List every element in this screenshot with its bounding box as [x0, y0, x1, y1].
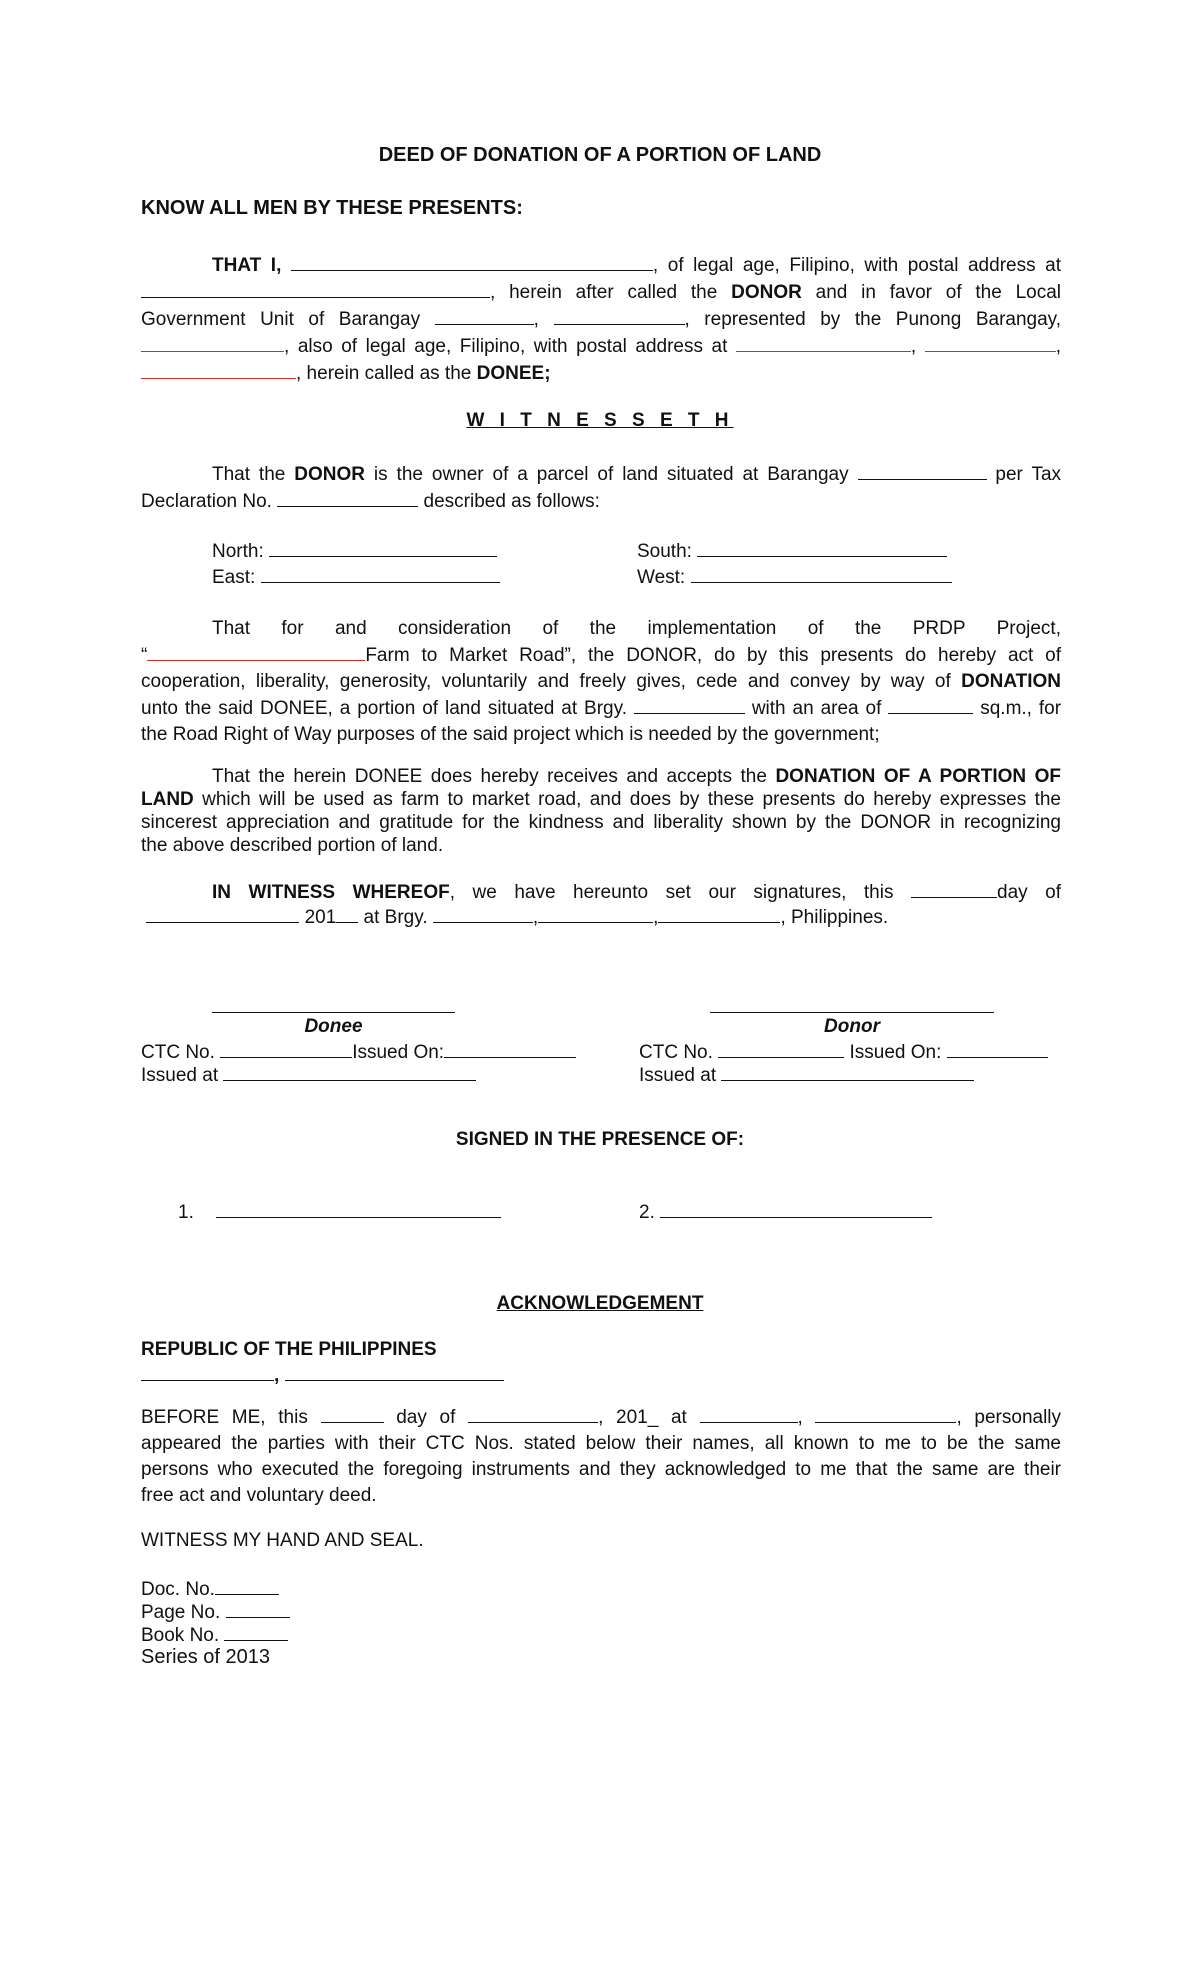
- doc-no-row: Doc. No.: [141, 1576, 279, 1602]
- page-no-blank[interactable]: [226, 1599, 290, 1618]
- consideration-paragraph: That for and consideration of the implementation of the PRDP Project, “ Farm to Market Road”, the DONOR, do by this presents do hereby act of cooperation, liberality, generosity, voluntarily and freely gives, cede and convey by way of DONATION unto the said DONEE, a portion of land situated at Brgy. with an area of sq.m., for the Road Right of Way purposes of the said project which is needed by the government;: [141, 618, 1062, 745]
- ack-place-blank-1[interactable]: [700, 1404, 798, 1423]
- signing-month-blank[interactable]: [146, 904, 299, 923]
- donor-ctc-blank[interactable]: [718, 1039, 844, 1058]
- boundary-north: North:: [212, 538, 497, 564]
- ack-day-blank[interactable]: [321, 1404, 384, 1423]
- area-blank[interactable]: [888, 695, 973, 714]
- witness-2-row: 2.: [639, 1199, 932, 1225]
- donor-address-blank[interactable]: [141, 279, 490, 298]
- acknowledgement-paragraph: BEFORE ME, this day of , 201_ at , , personally appeared the parties with their CTC Nos. stated below their names, all known to me to be the same persons who executed the foregoing instruments and they acknowledged to me that the same are their free act and voluntary deed.: [141, 1404, 1061, 1509]
- donee-issued-at-row: Issued at: [141, 1062, 476, 1088]
- book-no-row: Book No.: [141, 1622, 288, 1648]
- ack-place-blank-2[interactable]: [815, 1404, 956, 1423]
- acceptance-paragraph: That the herein DONEE does hereby receives and accepts the DONATION OF A PORTION OF LAND which will be used as farm to market road, and does by these presents do hereby expresses the sincerest appreciation and gratitude for the kindness and liberality shown by the DONOR in recognizing the above described portion of land.: [141, 766, 1062, 856]
- boundary-west: West:: [637, 564, 952, 590]
- boundary-east: East:: [212, 564, 500, 590]
- donee-issued-at-blank[interactable]: [223, 1062, 476, 1081]
- acknowledgement-heading: ACKNOWLEDGEMENT: [496, 1293, 704, 1314]
- book-no-blank[interactable]: [224, 1622, 288, 1641]
- venue-municipality-blank[interactable]: [285, 1362, 504, 1381]
- punong-barangay-blank[interactable]: [141, 333, 284, 352]
- witness-1-row: 1.: [178, 1199, 501, 1225]
- ack-month-blank[interactable]: [468, 1404, 598, 1423]
- republic-label: REPUBLIC OF THE PHILIPPINES: [141, 1339, 437, 1360]
- donee-issued-on-blank[interactable]: [444, 1039, 576, 1058]
- presence-heading: SIGNED IN THE PRESENCE OF:: [455, 1129, 745, 1150]
- doc-no-blank[interactable]: [215, 1576, 279, 1595]
- witnesseth-heading: W I T N E S S E T H: [466, 410, 734, 431]
- witness-2-blank[interactable]: [660, 1199, 932, 1218]
- ownership-paragraph: That the DONOR is the owner of a parcel of land situated at Barangay per Tax Declaration No. described as follows:: [141, 461, 1061, 515]
- witness-1-blank[interactable]: [216, 1199, 501, 1218]
- intro-paragraph: THAT I, , of legal age, Filipino, with postal address at , herein after called the DONOR and in favor of the Local Government Unit of Barangay , , represented by the Punong Barangay, , also of legal age, Filipino, with postal address at , , , herein called as the DONEE;: [141, 252, 1061, 387]
- donor-issued-at-row: Issued at: [639, 1062, 974, 1088]
- donee-label: DONEE;: [476, 363, 551, 384]
- donor-signature-line[interactable]: [710, 1012, 994, 1013]
- donor-label: DONOR: [731, 282, 802, 303]
- venue-row: ,: [141, 1362, 504, 1388]
- boundary-south: South:: [637, 538, 947, 564]
- donor-issued-on-blank[interactable]: [947, 1039, 1048, 1058]
- donor-name-blank[interactable]: [291, 252, 653, 271]
- donor-caption: Donor: [824, 1016, 880, 1037]
- brgy-blank[interactable]: [634, 695, 745, 714]
- donee-ctc-row: CTC No. Issued On:: [141, 1039, 576, 1065]
- document-title: DEED OF DONATION OF A PORTION OF LAND: [378, 144, 822, 166]
- that-i-label: THAT I,: [212, 255, 282, 276]
- north-blank[interactable]: [269, 538, 497, 557]
- salutation: KNOW ALL MEN BY THESE PRESENTS:: [141, 197, 523, 219]
- witness-whereof-paragraph: IN WITNESS WHEREOF, we have hereunto set our signatures, this day of 201 at Brgy. , , , Philippines.: [141, 879, 1061, 929]
- tax-declaration-blank[interactable]: [277, 488, 418, 507]
- signing-province-blank[interactable]: [658, 904, 780, 923]
- page-no-row: Page No.: [141, 1599, 290, 1625]
- donee-signature-line[interactable]: [212, 1012, 455, 1013]
- signing-year-blank[interactable]: [336, 904, 358, 923]
- donor-ctc-row: CTC No. Issued On:: [639, 1039, 1048, 1065]
- donee-address-blank-1[interactable]: [736, 333, 911, 352]
- series-label: Series of 2013: [141, 1646, 270, 1668]
- east-blank[interactable]: [261, 564, 500, 583]
- barangay-blank[interactable]: [435, 306, 534, 325]
- signing-brgy-blank[interactable]: [433, 904, 533, 923]
- donee-address-blank-2[interactable]: [925, 333, 1056, 352]
- west-blank[interactable]: [691, 564, 952, 583]
- donee-address-blank-3[interactable]: [141, 360, 296, 379]
- donor-issued-at-blank[interactable]: [721, 1062, 974, 1081]
- project-name-blank[interactable]: [147, 642, 365, 661]
- municipality-blank[interactable]: [554, 306, 685, 325]
- donee-ctc-blank[interactable]: [220, 1039, 352, 1058]
- venue-province-blank[interactable]: [141, 1362, 274, 1381]
- signing-day-blank[interactable]: [911, 879, 997, 898]
- signing-municipality-blank[interactable]: [538, 904, 653, 923]
- south-blank[interactable]: [697, 538, 947, 557]
- witness-seal-line: WITNESS MY HAND AND SEAL.: [141, 1530, 424, 1551]
- parcel-barangay-blank[interactable]: [858, 461, 987, 480]
- donee-caption: Donee: [304, 1016, 363, 1037]
